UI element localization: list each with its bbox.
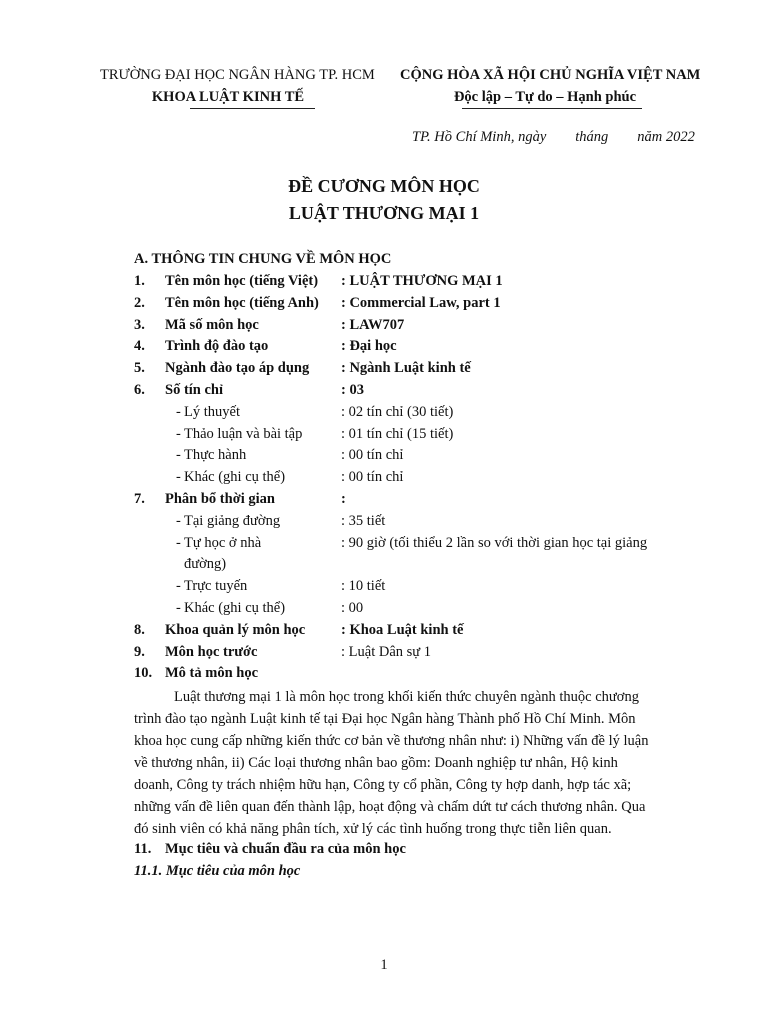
info-row-number: 7.: [134, 491, 145, 507]
info-row-label: Thực hành: [184, 447, 247, 464]
place-date: TP. Hồ Chí Minh, ngày tháng năm 2022: [412, 129, 695, 145]
document-title: ĐỀ CƯƠNG MÔN HỌC: [288, 176, 480, 196]
faculty-underline: [190, 108, 315, 109]
info-row: [0, 382, 768, 403]
info-row: [0, 469, 768, 490]
info-row-value: : 03: [341, 382, 364, 398]
info-row-value: : LUẬT THƯƠNG MẠI 1: [341, 273, 503, 289]
info-row: [0, 317, 768, 338]
info-row-label: Tên môn học (tiếng Anh): [165, 294, 319, 311]
info-row-value: : 02 tín chỉ (30 tiết): [341, 403, 454, 420]
info-row-number: 3.: [134, 316, 145, 333]
info-row-label: Khác (ghi cụ thể): [184, 600, 286, 616]
university-name: TRƯỜNG ĐẠI HỌC NGÂN HÀNG TP. HCM: [100, 67, 375, 83]
info-row-value: : Luật Dân sự 1: [341, 643, 432, 660]
description-line: trình đào tạo ngành Luật kinh tế tại Đại học Ngân hàng Thành phố Hồ Chí Minh. Môn: [134, 711, 636, 727]
info-row: [0, 644, 768, 665]
info-row-value: : 01 tín chỉ (15 tiết): [341, 425, 454, 442]
info-row-number: -: [176, 425, 181, 442]
description-line: Luật thương mại 1 là môn học trong khối kiến thức chuyên ngành thuộc chương: [174, 689, 639, 705]
info-row-number: -: [176, 447, 181, 464]
info-row-number: -: [176, 600, 181, 616]
info-row: [0, 360, 768, 381]
info-row: [0, 447, 768, 468]
info-row-value: : Khoa Luật kinh tế: [341, 621, 464, 638]
info-row-label: Trực tuyến: [184, 578, 248, 595]
info-row: [0, 273, 768, 294]
info-row-label: Môn học trước: [165, 643, 258, 660]
info-row-value: : 00: [341, 600, 364, 616]
info-row-label: Khoa quản lý môn học: [165, 621, 306, 638]
section-a-heading: A. THÔNG TIN CHUNG VỀ MÔN HỌC: [134, 251, 392, 267]
info-row: [0, 491, 768, 512]
description-line: về thương nhân, ii) Các loại thương nhân bao gồm: Doanh nghiệp tư nhân, Hộ kinh: [134, 755, 618, 771]
course-title: LUẬT THƯƠNG MẠI 1: [288, 203, 480, 223]
info-row-label: Số tín chỉ: [165, 382, 224, 398]
info-row-value: : 00 tín chỉ: [341, 447, 404, 464]
info-row: [0, 600, 768, 621]
info-row-label: Lý thuyết: [184, 403, 240, 420]
faculty-name: KHOA LUẬT KINH TẾ: [151, 89, 305, 105]
info-row: [0, 556, 768, 577]
info-row: [0, 404, 768, 425]
info-row-value: :: [341, 491, 346, 507]
info-row-label: Tên môn học (tiếng Việt): [165, 273, 319, 289]
info-row-label: Thảo luận và bài tập: [184, 425, 303, 442]
info-row: [0, 513, 768, 534]
info-row-value: : Ngành Luật kinh tế: [341, 360, 471, 377]
info-row: [0, 295, 768, 316]
info-row-label: Mã số môn học: [165, 316, 259, 333]
info-row-number: 5.: [134, 360, 145, 377]
info-row-label: Khác (ghi cụ thể): [184, 469, 286, 486]
motto-underline: [462, 108, 642, 109]
info-row-value: : 35 tiết: [341, 512, 386, 529]
info-row-number: -: [176, 469, 181, 486]
info-row-label: đường): [184, 556, 227, 573]
info-row-label: Tại giảng đường: [184, 512, 281, 529]
info-row-number: -: [176, 403, 181, 420]
republic-name: CỘNG HÒA XÃ HỘI CHỦ NGHĨA VIỆT NAM: [400, 67, 701, 83]
info-row-number: 9.: [134, 643, 145, 660]
info-row-number: 8.: [134, 621, 145, 638]
info-row-value: : Commercial Law, part 1: [341, 294, 501, 311]
info-row-number: 1.: [134, 273, 145, 289]
info-row-label: Trình độ đào tạo: [165, 338, 269, 355]
info-row-value: : 90 giờ (tối thiểu 2 lần so với thời gian học tại giảng: [341, 534, 648, 551]
section-11-1-heading: 11.1. Mục tiêu của môn học: [134, 863, 301, 879]
info-row-label: Phân bổ thời gian: [165, 491, 275, 507]
info-row: [0, 535, 768, 556]
info-row-label: Ngành đào tạo áp dụng: [165, 360, 310, 377]
info-row-label: Tự học ở nhà: [184, 534, 262, 551]
info-row: [0, 578, 768, 599]
info-row-number: -: [176, 512, 181, 529]
national-motto: Độc lập – Tự do – Hạnh phúc: [453, 89, 637, 105]
section-11-number: 11.: [134, 841, 152, 857]
description-line: đó sinh viên có khả năng phân tích, xử lý các tình huống trong thực tiễn liên quan.: [134, 821, 612, 837]
description-line: doanh, Công ty trách nhiệm hữu hạn, Công ty cổ phần, Công ty hợp danh, hợp tác xã;: [134, 777, 632, 793]
info-row-number: 2.: [134, 294, 145, 311]
info-row-number: 10.: [134, 665, 153, 682]
info-row-number: 6.: [134, 382, 145, 398]
info-row: [0, 622, 768, 643]
page-number: 1: [380, 957, 388, 973]
info-row-value: : Đại học: [341, 338, 397, 355]
info-row-value: : LAW707: [341, 316, 405, 333]
info-row-number: -: [176, 534, 181, 551]
info-row-value: : 10 tiết: [341, 578, 386, 595]
info-row: [0, 665, 768, 686]
info-row: [0, 338, 768, 359]
description-line: những vấn đề liên quan đến thành lập, hoạt động và chấm dứt tư cách thương nhân. Qua: [134, 799, 646, 815]
info-row-number: 4.: [134, 338, 145, 355]
info-row-value: : 00 tín chỉ: [341, 469, 404, 486]
info-row: [0, 426, 768, 447]
info-row-number: -: [176, 578, 181, 595]
description-line: khoa học cung cấp những kiến thức cơ bản về thương nhân như: i) Những vấn đề lý luận: [134, 733, 649, 749]
info-row-label: Mô tả môn học: [165, 665, 259, 682]
course-description: [134, 686, 668, 840]
section-11-heading: Mục tiêu và chuẩn đầu ra của môn học: [165, 841, 406, 857]
